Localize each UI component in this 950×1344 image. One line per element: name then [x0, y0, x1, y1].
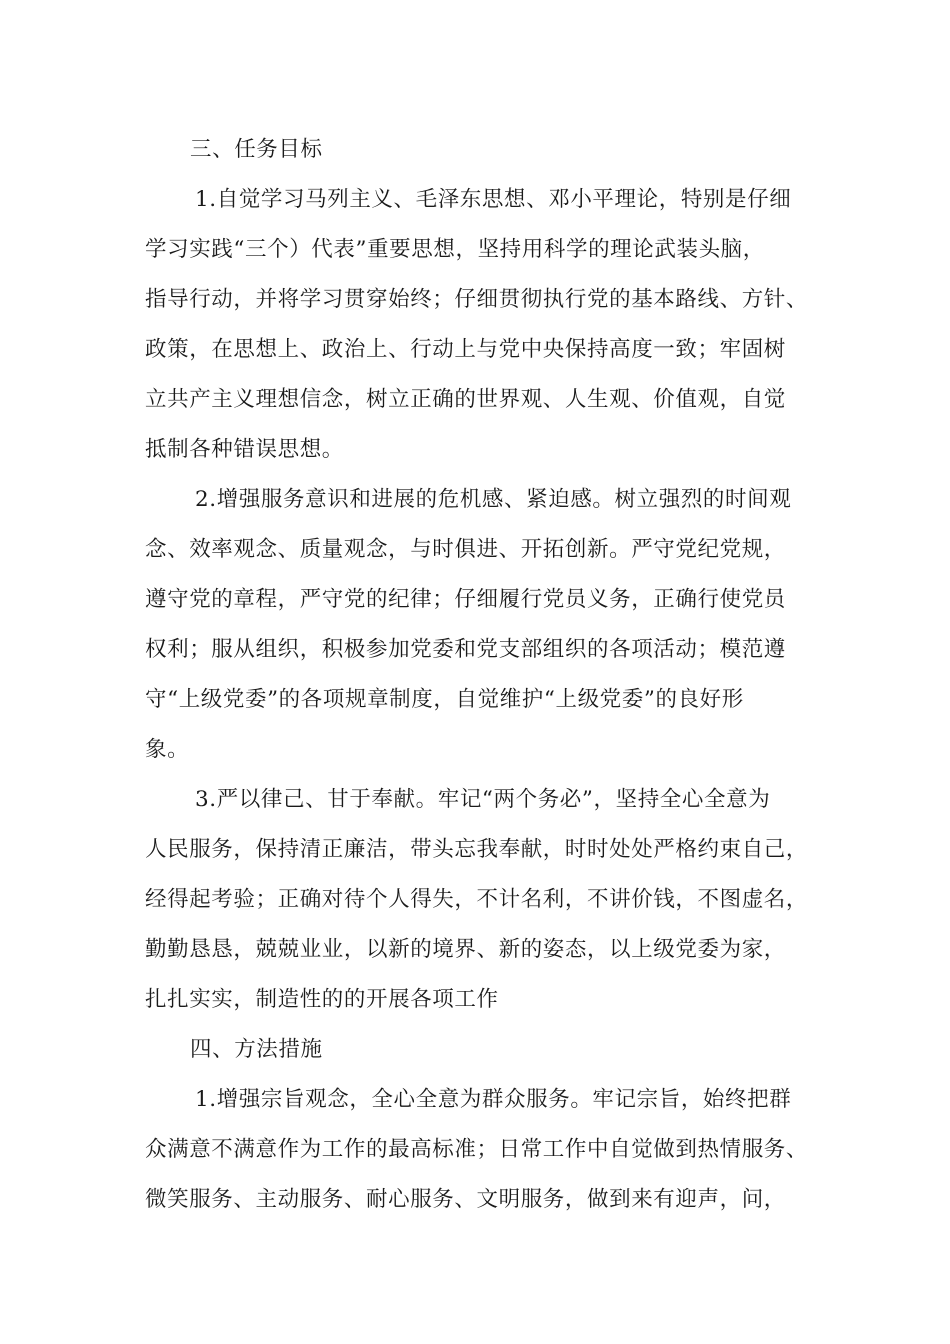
paragraph-line: 人民服务，保持清正廉洁，带头忘我奉献，时时处处严格约束自己，	[145, 837, 809, 862]
paragraph-line: 微笑服务、主动服务、耐心服务、文明服务，做到来有迎声，问，	[145, 1187, 786, 1212]
paragraph-line: 政策，在思想上、政治上、行动上与党中央保持高度一致；牢固树	[145, 337, 786, 362]
paragraph-line: 遵守党的章程，严守党的纪律；仔细履行党员义务，正确行使党员	[145, 587, 786, 612]
section-heading-methods: 四、方法措施	[190, 1037, 323, 1062]
paragraph-line: 守“上级党委”的各项规章制度，自觉维护“上级党委”的良好形	[145, 687, 744, 712]
paragraph-line: 象。	[145, 737, 190, 762]
paragraph-line: 经得起考验；正确对待个人得失，不计名利，不讲价钱，不图虚名，	[145, 887, 809, 912]
paragraph-line: 扎扎实实，制造性的的开展各项工作	[145, 987, 499, 1012]
paragraph-line: 勤勤恳恳，兢兢业业，以新的境界、新的姿态，以上级党委为家，	[145, 937, 786, 962]
paragraph-line: 众满意不满意作为工作的最高标准；日常工作中自觉做到热情服务、	[145, 1137, 809, 1162]
paragraph-line: 学习实践“三个）代表”重要思想，坚持用科学的理论武装头脑，	[145, 237, 765, 262]
paragraph-line: 1.增强宗旨观念，全心全意为群众服务。牢记宗旨，始终把群	[195, 1087, 792, 1112]
paragraph-line: 1.自觉学习马列主义、毛泽东思想、邓小平理论，特别是仔细	[195, 187, 792, 212]
paragraph-line: 2.增强服务意识和进展的危机感、紧迫感。树立强烈的时间观	[195, 487, 792, 512]
paragraph-line: 指导行动，并将学习贯穿始终；仔细贯彻执行党的基本路线、方针、	[145, 287, 809, 312]
paragraph-line: 抵制各种错误思想。	[145, 437, 344, 462]
paragraph-line: 权利；服从组织，积极参加党委和党支部组织的各项活动；模范遵	[145, 637, 786, 662]
paragraph-line: 3.严以律己、甘于奉献。牢记“两个务必”，坚持全心全意为	[195, 787, 771, 812]
section-heading-tasks: 三、任务目标	[190, 137, 323, 162]
paragraph-line: 立共产主义理想信念，树立正确的世界观、人生观、价值观，自觉	[145, 387, 786, 412]
paragraph-line: 念、效率观念、质量观念，与时俱进、开拓创新。严守党纪党规，	[145, 537, 786, 562]
